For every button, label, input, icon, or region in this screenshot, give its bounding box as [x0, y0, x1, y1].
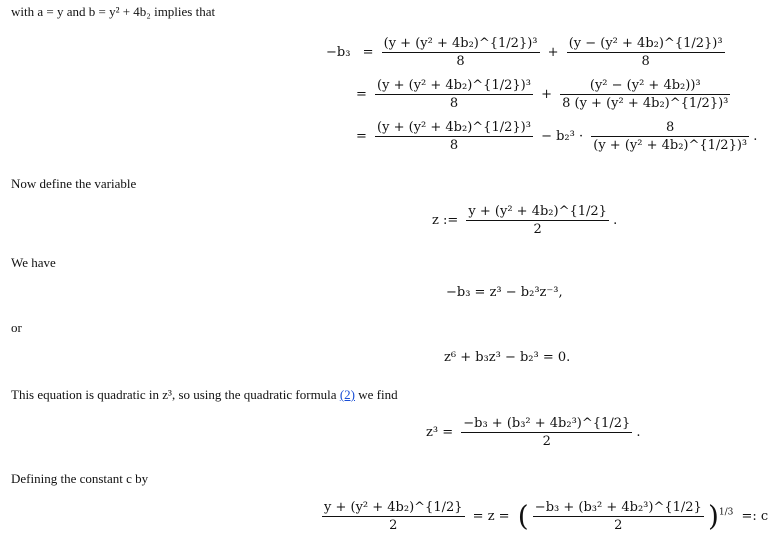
eq3-frac1-num: (y + (y² + 4b₂)^{1/2})³ — [377, 120, 531, 135]
we-find-text: we find — [358, 387, 398, 402]
c-inner-den: 2 — [614, 518, 623, 533]
eq2-frac1-den: 8 — [449, 96, 459, 111]
period: . — [636, 425, 641, 440]
c-num: y + (y² + 4b₂)^{1/2} — [324, 500, 463, 515]
eq-sign: = — [356, 87, 367, 102]
eq1-frac1-den: 8 — [456, 54, 465, 69]
formula-reference-link[interactable]: (2) — [339, 387, 355, 402]
z-cubed-solution — [422, 416, 641, 449]
right-paren: ) — [707, 499, 719, 533]
z-def-num: y + (y² + 4b₂)^{1/2} — [468, 204, 607, 219]
find-den: 2 — [542, 434, 551, 449]
find-lhs: z³ = — [426, 425, 454, 440]
c-den: 2 — [389, 518, 398, 533]
eq1-line2 — [352, 78, 730, 111]
eq3-frac1 — [375, 120, 533, 153]
we-have-text: We have — [11, 255, 56, 270]
eq1-frac2 — [567, 36, 725, 69]
eq2-frac2-num: (y² − (y² + 4b₂))³ — [560, 78, 730, 95]
eq3-frac1-den: 8 — [449, 138, 459, 153]
c-inner-num: −b₃ + (b₃² + 4b₂³)^{1/2} — [534, 500, 702, 515]
define-variable-text: Now define the variable — [11, 176, 137, 191]
have-equation: −b₃ = z³ − b₂³z⁻³, — [446, 285, 563, 300]
eq2-frac2 — [560, 78, 730, 111]
z-def-lhs: z := — [432, 213, 459, 228]
eq1-frac2-den: 8 — [641, 54, 650, 69]
left-paren: ( — [517, 499, 529, 533]
c-power: 1/3 — [718, 507, 734, 518]
eq3-frac2-den: (y + (y² + 4b₂)^{1/2})³ — [593, 138, 748, 153]
eq3-mid: − b₂³ · — [541, 129, 584, 144]
eq2-frac1 — [375, 78, 533, 111]
c-definition — [322, 500, 772, 533]
eq3-frac2-num: 8 — [591, 120, 749, 137]
eq1-line3 — [352, 120, 757, 153]
eq2-frac2-den: 8 (y + (y² + 4b₂)^{1/2})³ — [562, 96, 729, 111]
eq1-frac1 — [382, 36, 540, 69]
find-frac — [461, 416, 632, 449]
quadratic-sentence — [11, 387, 398, 403]
eq3-frac2 — [591, 120, 749, 153]
quadratic-text: This equation is quadratic in z³, so using the quadratic formula — [11, 387, 337, 402]
intro-text: with a = y and b = y² + 4b₂ implies that — [11, 4, 216, 19]
eq1-lhs: −b₃ — [326, 45, 351, 60]
find-num: −b₃ + (b₃² + 4b₂³)^{1/2} — [463, 416, 631, 431]
sextic-equation: z⁶ + b₃z³ − b₂³ = 0. — [444, 350, 571, 365]
eq2-frac1-num: (y + (y² + 4b₂)^{1/2})³ — [377, 78, 531, 93]
eq1-frac2-num: (y − (y² + 4b₂)^{1/2})³ — [568, 36, 723, 51]
period: . — [753, 129, 758, 144]
c-frac-inner — [533, 500, 704, 533]
eq1-frac1-num: (y + (y² + 4b₂)^{1/2})³ — [383, 36, 538, 51]
eq1-eq-sign: = — [362, 45, 374, 60]
or-text: or — [11, 320, 22, 335]
c-mid: = z = — [472, 509, 510, 524]
period: . — [613, 213, 618, 228]
z-definition — [428, 204, 617, 237]
plus-sign: + — [547, 45, 559, 60]
c-frac-left — [322, 500, 465, 533]
c-tail: =: c — [741, 509, 769, 524]
eq1-line1 — [322, 36, 725, 69]
defining-constant-text: Defining the constant c by — [11, 471, 149, 486]
eq-sign: = — [356, 129, 367, 144]
z-def-frac — [466, 204, 609, 237]
z-def-den: 2 — [533, 222, 542, 237]
plus-sign: + — [541, 87, 552, 102]
